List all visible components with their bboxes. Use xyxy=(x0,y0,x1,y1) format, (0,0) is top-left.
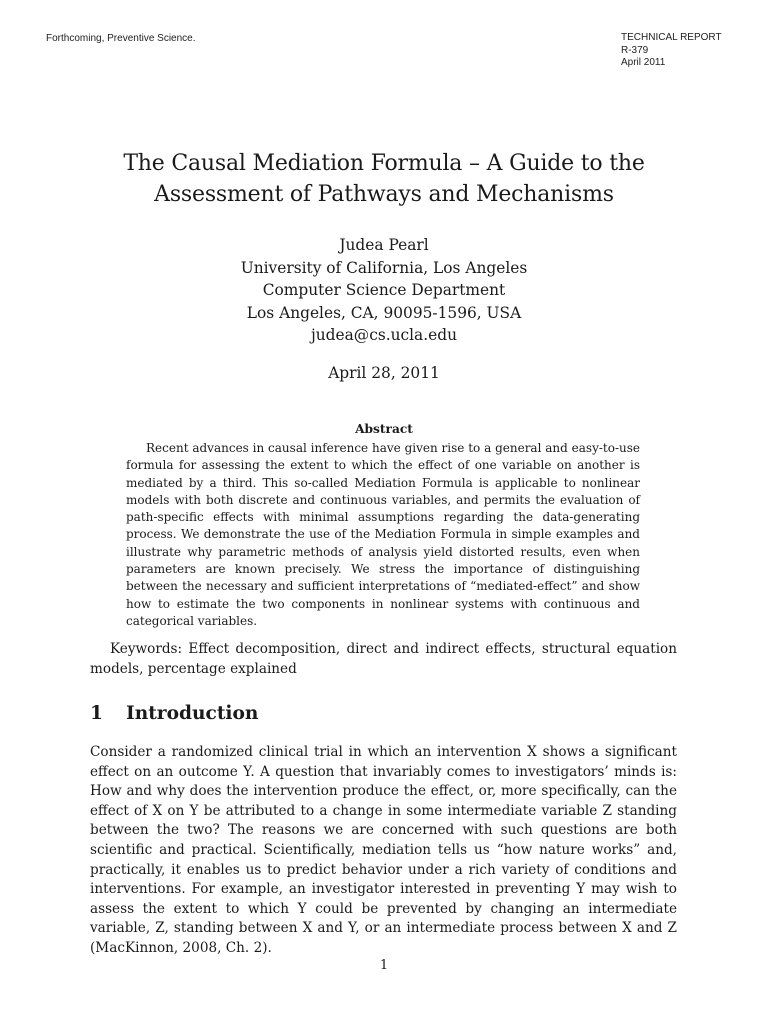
page-number: 1 xyxy=(379,958,389,973)
affiliation-university: University of California, Los Angeles xyxy=(240,258,528,277)
report-info xyxy=(621,32,722,70)
author-name: Judea Pearl xyxy=(339,236,429,254)
abstract-text: Recent advances in causal inference have given rise to a general and easy-to-use formula for assessing the extent to which the effect of one variable on another is mediated by a third. This so-called Mediation Formula is applicable to nonlinear models with both discrete and continuous variables, and permits the evaluation of path-specific effects with minimal assumptions regarding the data-generating process. We demonstrate the use of the Mediation Formula in simple examples and illustrate why parametric methods of analysis yield distorted results, even when parameters are known precisely. We stress the importance of distinguishing between the necessary and sufficient interpretations of “mediated-effect” and show how to estimate the two components in nonlinear systems with continuous and categorical variables. xyxy=(126,441,640,628)
paper-title xyxy=(0,148,768,210)
journal-note: Forthcoming, Preventive Science. xyxy=(46,33,196,44)
affiliation-department: Computer Science Department xyxy=(262,281,506,300)
paper-date: April 28, 2011 xyxy=(328,364,440,382)
title-line-1: The Causal Mediation Formula – A Guide to the xyxy=(123,151,645,176)
abstract-heading: Abstract xyxy=(355,422,413,436)
author-address: Los Angeles, CA, 90095-1596, USA xyxy=(246,303,522,322)
introduction-paragraph: Consider a randomized clinical trial in which an intervention X shows a significant effect on an outcome Y. A question that invariably comes to investigators’ minds is: How and why does the intervention produce the effect, or, more specifically, can the effect of X on Y be attributed to a change in some intermediate variable Z standing between the two? The reasons we are concerned with such questions are both scientific and practical. Scientifically, mediation tells us “how nature works” and, practically, it enables us to predict behavior under a rich variety of conditions and interventions. For example, an investigator interested in preventing Y may wish to assess the extent to which Y could be prevented by changing an intermediate variable, Z, standing between X and Y, or an intermediate process between X and Z (MacKinnon, 2008, Ch. 2). xyxy=(90,744,677,956)
report-number: R-379 xyxy=(621,44,649,56)
section-number: 1 xyxy=(90,703,103,724)
author-email: judea@cs.ucla.edu xyxy=(310,326,458,345)
section-title: Introduction xyxy=(126,703,259,724)
section-heading xyxy=(90,703,258,724)
report-label: TECHNICAL REPORT xyxy=(621,32,722,43)
report-date: April 2011 xyxy=(621,57,666,68)
title-line-2: Assessment of Pathways and Mechanisms xyxy=(154,182,614,207)
author-block xyxy=(0,234,768,347)
keywords: Keywords: Effect decomposition, direct and indirect effects, structural equation models, percentage explained xyxy=(90,641,677,677)
